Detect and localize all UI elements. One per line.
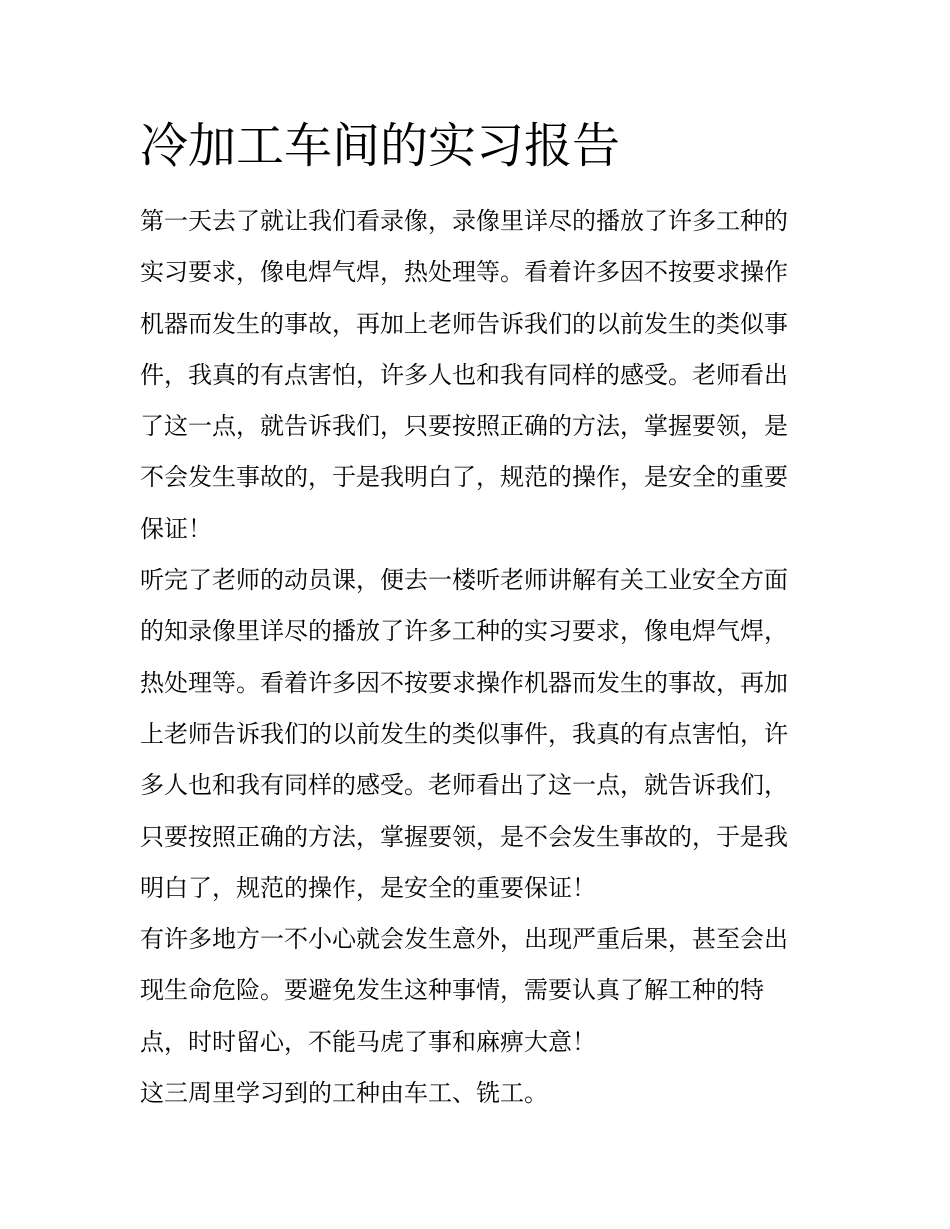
text-line: 只要按照正确的方法，掌握要领，是不会发生事故的，于是我 xyxy=(140,822,788,851)
text-line: 热处理等。看着许多因不按要求操作机器而发生的事故，再加 xyxy=(140,668,788,697)
text-line: 第一天去了就让我们看录像，录像里详尽的播放了许多工种的 xyxy=(140,207,788,235)
text-line: 听完了老师的动员课，便去一楼听老师讲解有关工业安全方面 xyxy=(140,566,788,595)
paragraph-2 xyxy=(140,555,816,914)
paragraph-3 xyxy=(140,914,816,1068)
text-line: 机器而发生的事故，再加上老师告诉我们的以前发生的类似事 xyxy=(140,309,788,338)
text-line: 保证！ xyxy=(140,514,212,543)
text-line: 件，我真的有点害怕，许多人也和我有同样的感受。老师看出 xyxy=(140,360,788,389)
text-line: 了这一点，就告诉我们，只要按照正确的方法，掌握要领，是 xyxy=(140,412,788,441)
text-line: 的知录像里详尽的播放了许多工种的实习要求，像电焊气焊， xyxy=(140,617,788,646)
text-line: 点，时时留心，不能马虎了事和麻痹大意！ xyxy=(140,1027,596,1056)
document-body xyxy=(140,196,816,1119)
text-line: 现生命危险。要避免发生这种事情，需要认真了解工种的特 xyxy=(140,976,764,1005)
text-line: 有许多地方一不小心就会发生意外，出现严重后果，甚至会出 xyxy=(140,925,788,954)
text-line: 明白了，规范的操作，是安全的重要保证！ xyxy=(140,873,596,902)
text-line: 上老师告诉我们的以前发生的类似事件，我真的有点害怕，许 xyxy=(140,719,788,748)
text-line: 多人也和我有同样的感受。老师看出了这一点，就告诉我们， xyxy=(140,771,788,800)
text-line: 不会发生事故的，于是我明白了，规范的操作，是安全的重要 xyxy=(140,463,788,492)
paragraph-1 xyxy=(140,196,816,555)
paragraph-4 xyxy=(140,1068,816,1119)
text-line: 这三周里学习到的工种由车工、铣工。 xyxy=(140,1079,548,1108)
page-title: 冷加工车间的实习报告 xyxy=(140,118,621,174)
text-line: 实习要求，像电焊气焊，热处理等。看着许多因不按要求操作 xyxy=(140,258,788,287)
